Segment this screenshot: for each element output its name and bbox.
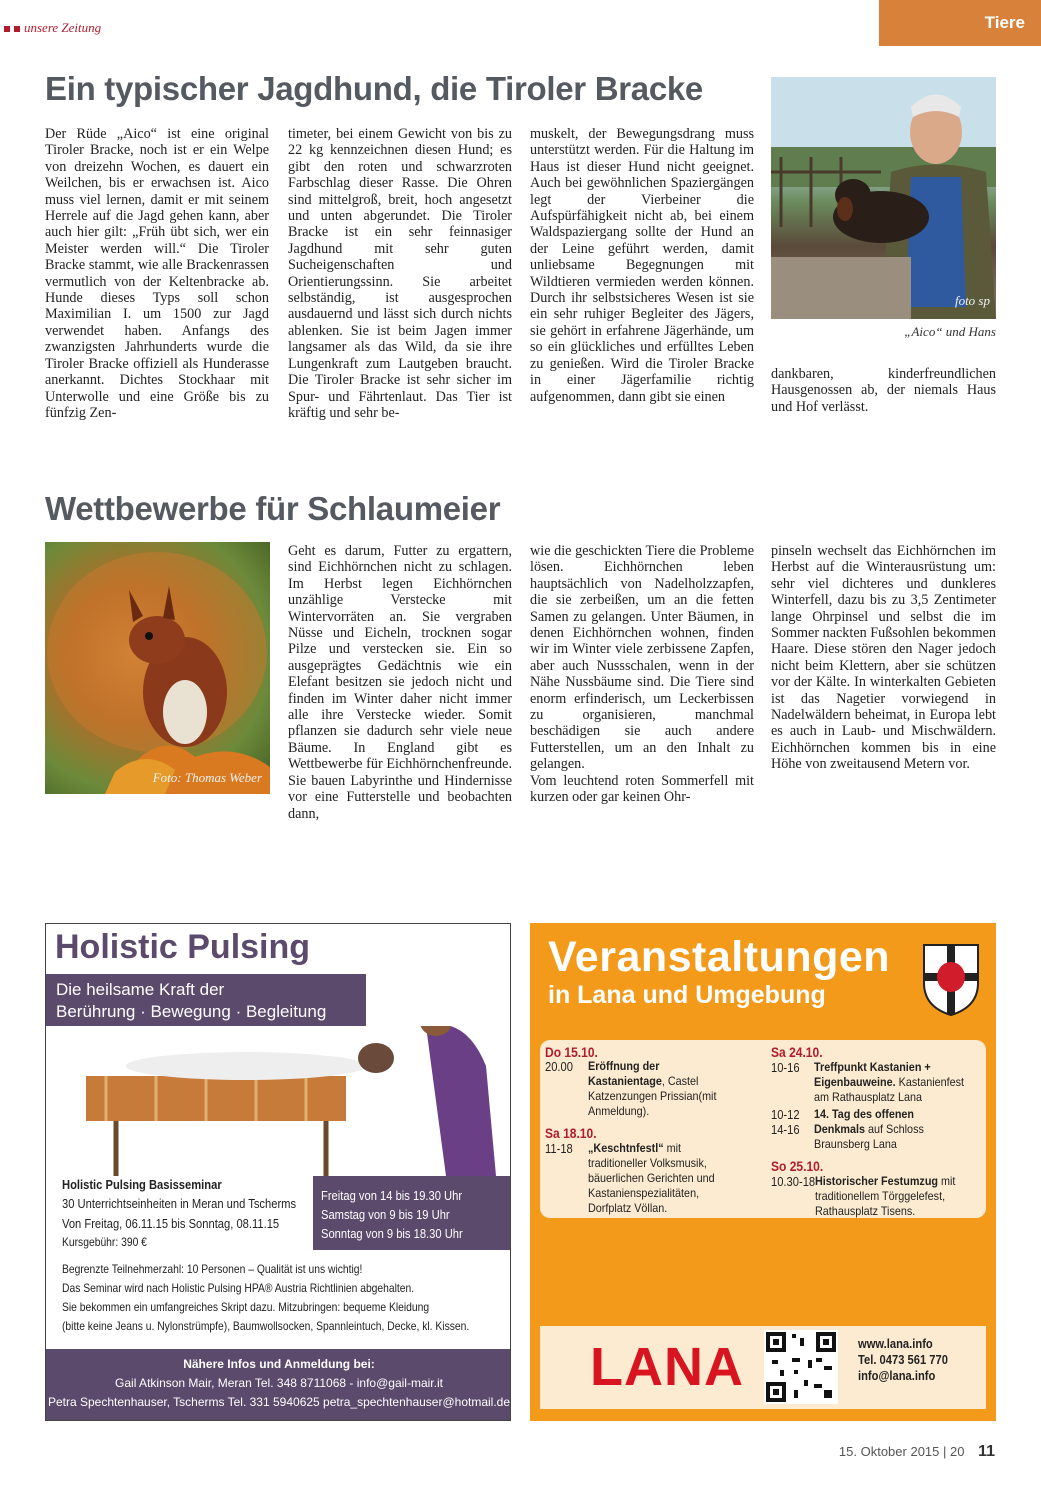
ad2-event-text: auf Schloss Braunsberg Lana [814, 1122, 925, 1151]
squirrel-photo [45, 542, 270, 794]
page-footer [839, 1443, 995, 1461]
ad1-tagline-2: Berührung · Bewegung · Begleitung [56, 1002, 327, 1021]
ad1-title: Holistic Pulsing [55, 928, 311, 966]
ad2-date-sa24: Sa 24.10. [771, 1044, 823, 1060]
issue-date: 15. Oktober 2015 | 20 [838, 1444, 965, 1459]
dog-and-man-illustration [771, 77, 996, 319]
masthead [4, 20, 101, 36]
ad1-note-1: Begrenzte Teilnehmerzahl: 10 Personen – Qualität ist uns wichtig! [62, 1262, 363, 1276]
events-ad [530, 923, 996, 1421]
article1-headline: Ein typischer Jagdhund, die Tiroler Bracke [45, 70, 703, 107]
lana-web[interactable]: www.lana.info [858, 1336, 933, 1351]
ad2-event-text: , Castel Katzenzungen Prissian(mit Anmeldung). [588, 1074, 717, 1118]
ad2-event-bold: Denkmals [814, 1122, 866, 1136]
ad1-note-3: Sie bekommen ein umfangreiches Skript dazu. Mitzubringen: bequeme Kleidung [62, 1300, 430, 1314]
ad2-event-text: mit traditioneller Volksmusik, bäuerlichen Gerichten und Kastanienspezialitäten, Dorfplatz Völlan. [588, 1141, 715, 1215]
massage-illustration [46, 1026, 511, 1176]
masthead-title: unsere Zeitung [24, 20, 102, 35]
ad2-event-bold: 14. Tag des offenen [814, 1107, 915, 1121]
article1-column-2: timeter, bei einem Gewicht von bis zu 22 kg kennzeichnen diesen Hund; es gibt den roten und schwarzroten Farbschlag dieser Rasse. Die Ohren sind mittelgroß, breit, hoch angesetzt und unten abgerundet. Die Tiroler Bracke ist ein sehr feinnasiger Jagdhund mit sehr guten Sucheigenschaften und Orientierungssinn. Sie arbeitet selbständig, ist ausgesprochen ausdauernd und lässt sich durch nichts ablenken. Sie ist beim Jagen immer langsamer als das Wild, da sie ihre Lungenkraft zum Lautgeben braucht. Die Tiroler Bracke ist sehr sicher im Spur- und Fährtenlaut. Das Tier ist kräftig und sehr be- [288, 126, 512, 421]
ad2-event-bold: Historischer Festumzug [815, 1174, 939, 1188]
article2-column-2: wie die geschickten Tiere die Probleme lösen. Eichhörnchen leben hauptsächlich von Nadelholzzapfen, die sie zerbeißen, um an die fetten Samen zu gelangen. Unter Bäumen, in denen Eichhörnchen wohnen, finden wir im Winter viele zerbissene Zapfen, aber auch Nussschalen, wenn in der Nähe Nussbäume sind. Die Tiere sind enorm erfinderisch, um Leckerbissen zu organisieren, manchmal beschädigen sie auch andere Futterstellen, um an den Inhalt zu gelangen. Vom leuchtend roten Sommerfell mit kurzen oder gar keinen Ohr- [530, 543, 754, 806]
ad1-times-box [313, 1176, 511, 1250]
lana-logo: LANA [590, 1337, 744, 1397]
section-tab: Tiere [879, 0, 1041, 46]
coat-of-arms-icon [922, 943, 980, 1017]
masthead-square-icon [14, 26, 20, 32]
ad2-subtitle: in Lana und Umgebung [548, 981, 826, 1009]
ad1-contact-title: Nähere Infos und Anmeldung bei: [183, 1357, 375, 1371]
ad1-fee: Kursgebühr: 390 € [62, 1235, 147, 1249]
ad1-time-sunday: Sonntag von 9 bis 18.30 Uhr [321, 1226, 463, 1241]
article2-column-1: Geht es darum, Futter zu ergattern, sind Eichhörnchen nicht zu schlagen. Im Herbst legen Eichhörnchen unzählige Verstecke mit Wintervorräten an. Sie vergraben Nüsse und Eicheln, trocknen sogar Pilze und verstecken sie. Ein so ausgeprägtes Gedächtnis wie ein Elefant besitzen sie jedoch nicht und finden im Winter daher nicht immer alle ihre Verstecke wieder. Somit pflanzen sie dadurch sehr viele neue Bäume. In England gibt es Wettbewerbe für Eichhörnchenfreunde. Sie bauen Labyrinthe und Hindernisse vor eine Futterstelle und beobachten dann, [288, 543, 512, 822]
article1-column-3: muskelt, der Bewegungsdrang muss unterstützt werden. Für die Haltung im Haus ist dieser Hund nicht geeignet. Auch bei gewöhnlichen Spaziergängen legt der Vierbeiner die Aufspürfähigkeit nicht ab, bei einem Waldspaziergang sollte der Hund an der Leine geführt werden, damit unliebsame Begegnungen mit Wildtieren vermieden werden können. Durch ihr selbstsicheres Wesen ist sie ein sehr ruhiger Begleiter des Jägers, sie gehört in erfahrene Jägerhände, um so ein glückliches und erfülltes Leben zu genießen. Wird die Tiroler Bracke in einer Jägerfamilie richtig aufgenommen, dann gibt sie einen [530, 126, 754, 405]
ad1-tagline-1: Die heilsame Kraft der [56, 980, 225, 999]
ad1-contact-band [46, 1349, 511, 1421]
photo1-credit: foto sp [954, 293, 990, 308]
article2-column-3: pinseln wechselt das Eichhörnchen im Herbst auf die Winterausrüstung um: sehr viel dichteres und dunkleres Winterfell, dazu bis zu 3,5 Zentimeter lange Ohrpinsel und selbst die im Sommer nackten Fußsohlen bekommen Haare. Diese stören den Nager jedoch nicht beim Klettern, aber sie schützen vor der Kälte. In winterkalten Gebieten ist das Nagetier vorwiegend in Nadelwäldern beheimat, in Europa lebt es auch in Laub- und Mischwäldern. Eichhörnchen kommen bis in eine Höhe von zweitausend Metern vor. [771, 543, 996, 773]
ad2-title: Veranstaltungen [548, 933, 891, 981]
ad2-events-right [771, 1045, 981, 1219]
ad2-time: 10-12 [771, 1107, 800, 1122]
ad1-seminar-title: Holistic Pulsing Basisseminar [62, 1177, 222, 1192]
ad2-event-bold: Treffpunkt Kastanien + Eigenbauweine. [814, 1060, 931, 1089]
ad2-event-bold: Eröffnung der Kastanientage [588, 1059, 662, 1088]
ad2-events-box [540, 1040, 986, 1218]
qr-code-icon[interactable] [764, 1330, 838, 1404]
ad1-seminar-units: 30 Unterrichtseinheiten in Meran und Tscherms [62, 1196, 297, 1211]
lana-tel: Tel. 0473 561 770 [858, 1352, 948, 1367]
ad2-time: 14-16 [771, 1122, 800, 1137]
page-number: 11 [978, 1443, 995, 1460]
ad2-time: 20.00 [545, 1059, 573, 1074]
squirrel-illustration [45, 542, 270, 794]
ad2-event-text: Kastanienfest am Rathausplatz Lana [814, 1075, 965, 1104]
ad2-events-left [545, 1045, 755, 1216]
lana-email[interactable]: info@lana.info [858, 1368, 936, 1383]
ad2-time: 10.30-18 [771, 1174, 816, 1189]
photo2-credit: Foto: Thomas Weber [152, 770, 262, 785]
ad2-lana-box [540, 1326, 986, 1409]
ad1-contact-1: Gail Atkinson Mair, Meran Tel. 348 8711068 - info@gail-mair.it [115, 1376, 443, 1390]
ad2-date-sa18: Sa 18.10. [545, 1125, 597, 1141]
ad1-tagline-band [46, 974, 366, 1026]
dog-photo [771, 77, 996, 319]
article2-headline: Wettbewerbe für Schlaumeier [45, 490, 501, 527]
ad1-contact-2: Petra Spechtenhauser, Tscherms Tel. 331 5940625 petra_spechtenhauser@hotmail.de [47, 1395, 511, 1409]
ad1-time-friday: Freitag von 14 bis 19.30 Uhr [321, 1188, 463, 1203]
photo1-caption: „Aico“ und Hans [904, 324, 996, 339]
ad1-note-2: Das Seminar wird nach Holistic Pulsing HPA® Austria Richtlinien abgehalten. [62, 1281, 415, 1295]
holistic-pulsing-ad [45, 923, 511, 1421]
article1-column-1: Der Rüde „Aico“ ist eine original Tiroler Bracke, noch ist er ein Welpe von dreizehn Wochen, es dauert ein Weilchen, bis er erwachsen ist. Aico muss viel lernen, damit er mit seinem Herrele auf die Jagd gehen kann, aber auch hier gilt: „Früh übt sich, wer ein Meister werden will.“ Die Tiroler Bracke stammt, wie alle Brackenrassen vermutlich von der Keltenbracke ab. Hunde dieses Typs soll schon Maximilian I. um 1500 zur Jagd verwendet haben. Anfangs des zwanzigsten Jahrhunderts wurde die Tiroler Bracke offiziell als Hunderasse anerkannt. Dichtes Stockhaar mit Unterwolle und eine Größe bis zu fünfzig Zen- [45, 126, 269, 421]
ad2-time: 10-16 [771, 1060, 800, 1075]
ad1-seminar-dates: Von Freitag, 06.11.15 bis Sonntag, 08.11.15 [62, 1216, 280, 1231]
article1-column-4: dankbaren, kinderfreundlichen Hausgenossen ab, der niemals Haus und Hof verlässt. [771, 366, 996, 415]
ad2-date-do: Do 15.10. [545, 1044, 598, 1060]
ad2-event-bold: „Keschtnfestl“ [588, 1141, 664, 1155]
ad2-time: 11-18 [545, 1141, 573, 1156]
ad2-event-text: mit traditionellem Törggelefest, Rathausplatz Tisens. [815, 1174, 956, 1218]
ad1-time-saturday: Samstag von 9 bis 19 Uhr [321, 1207, 450, 1222]
ad2-date-so25: So 25.10. [771, 1158, 824, 1174]
ad1-note-4: (bitte keine Jeans u. Nylonstrümpfe), Baumwollsocken, Spannleintuch, Decke, kl. Kissen. [62, 1319, 470, 1333]
masthead-square-icon [4, 26, 10, 32]
